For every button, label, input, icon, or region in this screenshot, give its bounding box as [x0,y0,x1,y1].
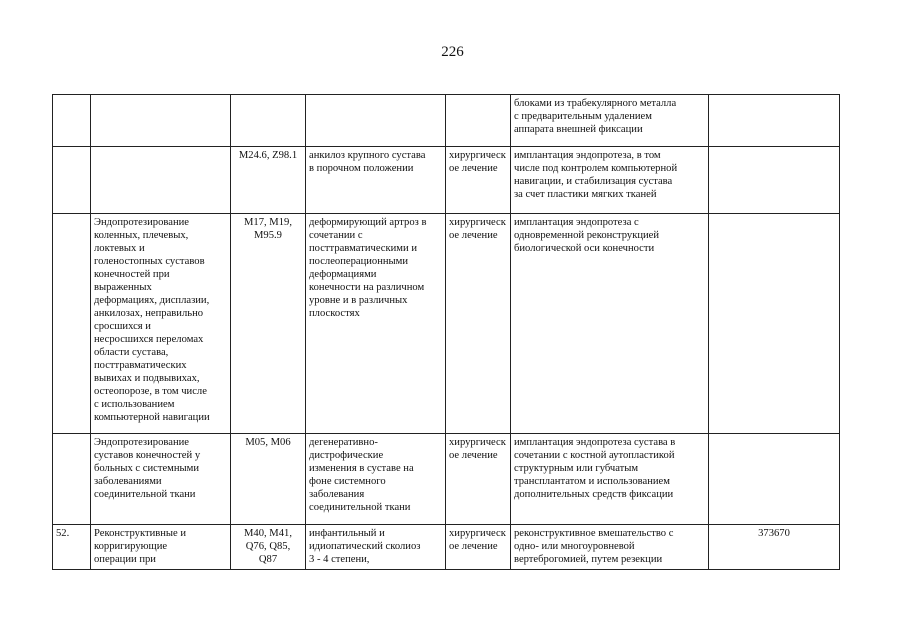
treatment-method-cell: имплантация эндопротеза, в том числе под контролем компьютерной навигации, и стабилизация сустава за счет пластики мягких тканей [511,147,709,214]
price-cell [709,95,840,147]
procedure-name-cell: Эндопротезирование коленных, плечевых, локтевых и голеностопных суставов конечностей при выраженных деформациях, дисплазии, анкилозах, неправильно сросшихся и несросшихся переломах области сустава, посттравматических вывихах и подвывихах, остеопорозе, в том числе с использованием компьютерной навигации [91,214,231,434]
price-cell [709,147,840,214]
treatment-method-cell: имплантация эндопротеза сустава в сочетании с костной аутопластикой структурным или губчатым трансплантатом и использованием дополнительных средств фиксации [511,434,709,525]
row-number-cell [53,95,91,147]
procedure-name-cell [91,147,231,214]
medical-care-table [52,94,840,570]
treatment-method-cell: блоками из трабекулярного металла с предварительным удалением аппарата внешней фиксации [511,95,709,147]
treatment-type-cell: хирургическ ое лечение [446,525,511,570]
icd-code-cell: M05, M06 [231,434,306,525]
procedure-name-cell [91,95,231,147]
page-number: 226 [441,44,464,60]
table-row [53,147,840,214]
price-cell: 373670 [709,525,840,570]
row-number-cell [53,434,91,525]
treatment-type-cell: хирургическ ое лечение [446,214,511,434]
row-number-cell [53,214,91,434]
icd-code-cell [231,95,306,147]
treatment-type-cell [446,95,511,147]
patient-model-cell [306,95,446,147]
patient-model-cell: деформирующий артроз в сочетании с посттравматическими и послеоперационными деформациями конечности на различном уровне и в различных плоскостях [306,214,446,434]
treatment-type-cell: хирургическ ое лечение [446,147,511,214]
patient-model-cell: дегенеративно- дистрофические изменения в суставе на фоне системного заболевания соединительной ткани [306,434,446,525]
icd-code-cell: M40, M41, Q76, Q85, Q87 [231,525,306,570]
patient-model-cell: анкилоз крупного сустава в порочном положении [306,147,446,214]
procedure-name-cell: Эндопротезирование суставов конечностей у больных с системными заболеваниями соединительной ткани [91,434,231,525]
row-number-cell: 52. [53,525,91,570]
price-cell [709,434,840,525]
table-row [53,525,840,570]
patient-model-cell: инфантильный и идиопатический сколиоз 3 - 4 степени, [306,525,446,570]
procedure-name-cell: Реконструктивные и корригирующие операции при [91,525,231,570]
table-row [53,434,840,525]
icd-code-cell: M17, M19, M95.9 [231,214,306,434]
table-row [53,214,840,434]
treatment-type-cell: хирургическ ое лечение [446,434,511,525]
icd-code-cell: M24.6, Z98.1 [231,147,306,214]
price-cell [709,214,840,434]
table-row [53,95,840,147]
treatment-method-cell: имплантация эндопротеза с одновременной реконструкцией биологической оси конечности [511,214,709,434]
treatment-method-cell: реконструктивное вмешательство с одно- или многоуровневой вертеброгомией, путем резекции [511,525,709,570]
row-number-cell [53,147,91,214]
